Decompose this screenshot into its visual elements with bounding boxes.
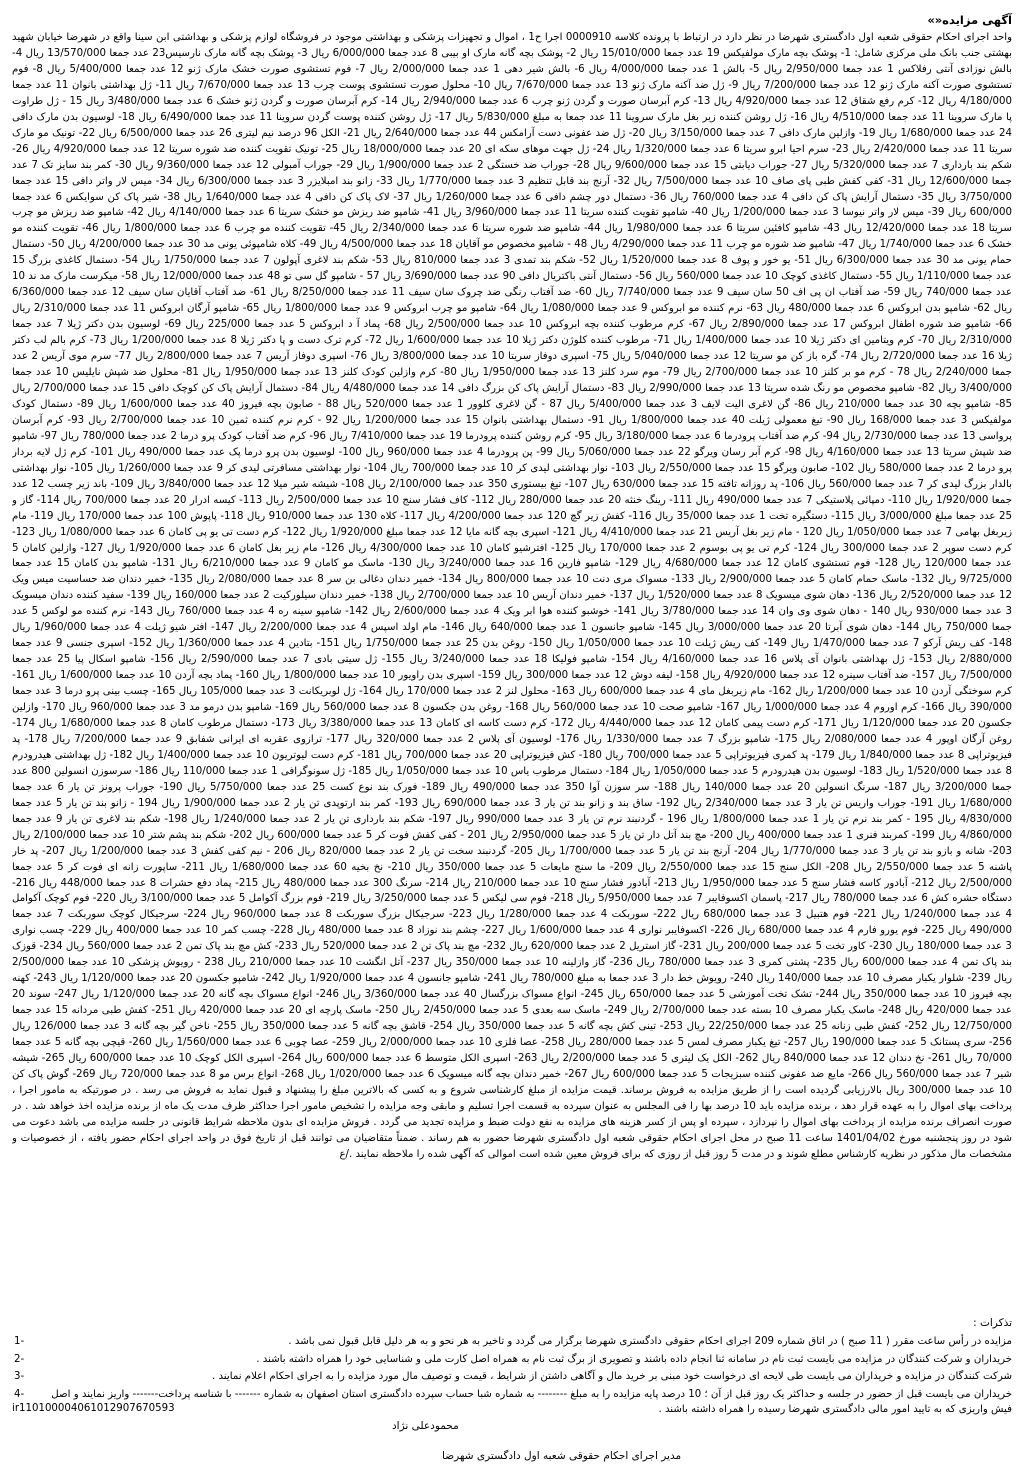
signature-name: محمودعلی نژاد (392, 1419, 459, 1432)
note-item (12, 1369, 1012, 1385)
note-number: 3- (14, 1371, 25, 1382)
note-text: خریداران می بایست قبل از حضور در جلسه و حداکثر یک روز قبل از آن ؛ 10 درصد پایه مزایده را به مبلغ -------- به شماره شبا حساب سپرده دادگستری استان اصفهان به شماره ------- با شناسه پرداخت------- واریز نمایند و اصل فیش واریزی که به تایید امور مالی دادگستری شهرضا رسیده را همراه داشته باشند . (51, 1388, 1012, 1415)
note-number: 2- (14, 1353, 25, 1365)
note-text: شرکت کنندگان در مزایده و خریداران می بایست طی لایحه ای درخواست خود مبنی بر خرید مال و آگاهی داشتن از شرایط ، قیمت و توصیف مال مورد مزایده را به اجرای احکام اعلام نمایند . (211, 1371, 1012, 1382)
note-number: 4- (14, 1388, 25, 1400)
notice-body: واحد اجرای احکام حقوقی شعبه اول دادگستری شهرضا در نظر دارد در ارتباط با پرونده کلاسه 0000910 اجرا ح1 ، اموال و تجهیزات پزشکی و بهداشتی موجود در فروشگاه لوازم پزشکی و بهداشتی ابن سینا واقع در شهرضا خیابان شهید بهشتی جنب بانک ملی مرکزی شامل: 1- پوشک بچه مارک مولفیکس 19 عدد جمعا 15/010/000 ریال 2- پوشک بچه گانه مارک او بیبی 8 عدد جمعا 6/000/000 ریال 3- پوشک بچه گانه مارک نارسیس23 عدد جمعا 13/570/000 ریال 4- بالش نوزادی آنتی رفلاکس 1 عدد جمعا 2/950/000 ریال 5- بالش 1 عدد جمعا 4/000/000 ریال 6- بالش شیر دهی 1 عدد جمعا 2/000/000 ریال 7- فوم تستشوی صورت خشک مارک ژنو 12 عدد جمعا 5/400/000 ریال 8- فوم تستشوی صورت آکنه مارک ژنو 12 عدد جمعا 7/200/000 ریال 9- ژل ضد آکنه مارک ژنو 13 عدد جمعا 7/670/000 ریال 10- محلول صورت تستشوی پوست چرب 13 عدد جمعا 7/670/000 ریال 11- ژل بهداشتی بانوان 11 عدد جمعا 4/180/000 ریال 12- کرم رفع شقاق 12 عدد جمعا 4/920/000 ریال 13- کرم آبرسان صورت و گردن ژنو چرب 6 عدد جمعا 2/940/000 ریال 14- کرم آبرسان صورت و گردن ژنو خشک 6 عدد جمعا 3/480/000 ریال 15 - ژل طراوت پا مارک سروینا 11 عدد جمعا 4/510/000 ریال 16- ژل روشن کننده زیر بغل مارک سروینا 11 عدد جمعا به مبلغ 5/830/000 ریال 17- ژل روشن کننده پوست گردن سروینا 11 عدد جمعا 6/490/000 ریال 18- لوسیون بدن مارک دافی 24 عدد جمعا 1/680/000 ریال 19- وازلین مارک دافی 7 عدد جمعا 3/150/000 ریال 20- ژل ضد عفونی دست آرامکس 44 عدد جمعا 2/640/000 ریال 21- الکل 96 درصد نیم لیتری 26 عدد جمعا 6/500/000 ریال 22- تونیک مو مارک سریتا 11 عدد جمعا 2/420/000 ریال 23- سرم احیا ابرو سریتا 6 عدد جمعا 1/320/000 ریال 24- ژل جهت موهای سکه ای 20 عدد جمعا 18/000/000 ریال 25- تونیک تقویت کننده ضد شوره سریتا 12 عدد جمعا 4/920/000 ریال 26- شکم بند بارداری 7 عدد جمعا 5/320/000 ریال 27- جوراب دیابتی 15 عدد جمعا 9/600/000 ریال 28- جوراب ضد خستگی 2 عدد جمعا 1/900/000 ریال 29- جوراب آمبولی 12 عدد جمعا 9/360/000 ریال 30- کمر بند سایز تک 7 عدد جمعا 12/600/000 ریال 31- کفی کفش طبی پای صاف 10 عدد جمعا 7/500/000 ریال 32- آرنج بند قابل تنظیم 3 عدد جمعا 1/770/000 ریال 33- زانو بند امبلایزر 3 عدد جمعا 6/300/000 ریال 34- میس لار واتر دافی 15 عدد جمعا 3/750/000 ریال 35- دستمال آرایش پاک کن دافی 4 عدد جمعا 760/000 ریال 36- دستمال دور چشم دافی 6 عدد جمعا 1/260/000 ریال 37- لاک پاک کن دافی 4 عدد جمعا 1/640/000 ریال 38- شیر پاک کن سوایکس 6 عدد جمعا 600/000 ریال 39- میس لار واتر نیوسا 3 عدد جمعا 1/200/000 ریال 40- شامپو تقویت کننده سریتا 11 عدد جمعا 3/960/000 ریال 41- شامپو ضد ریزش مو خشک سریتا 6 عدد جمعا 4/140/000 ریال 42- شامپو ضد ریزش مو چرب سریتا 18 عدد جمعا 12/420/000 ریال 43- شامپو کافئین سریتا 6 عدد جمعا 1/980/000 ریال 44- شامپو ضد شوره سریتا 6 عدد جمعا 2/340/000 ریال 45- تقویت کننده مو چرب 6 عدد جمعا 1/800/000 ریال 46- تقویت کننده مو خشک 6 عدد جمعا 1/740/000 ریال 47- شامپو ضد شوره مو چرب 11 عدد جمعا 4/290/000 ریال 48 - شامپو مخصوص مو آقایان 18 عدد جمعا 4/500/000 ریال 49- کلاه شامپوئی یونی مد 30 عدد جمعا 4/200/000 ریال 50- دستمال حمام یونی مد 30 عدد جمعا 6/300/000 ریال 51- یو خور و پوف 8 عدد جمعا 1/520/000 ریال 52- شکم بند تمدی 3 عدد جمعا 810/000 ریال 53- شکم بند لاغری آپولون 7 عدد جمعا 1/750/000 ریال 54- دستمال کاغذی بزرگ 15 عدد جمعا 1/110/000 ریال 55- دستمال کاغذی کوچک 10 عدد جمعا 560/000 ریال 56- دستمال آنتی باکتریال دافی 90 عدد جمعا 3/690/000 ریال 57 - شامپو گل سی تو 48 عدد جمعا 12/000/000 ریال 58- میکرست مارک مد ند 10 عدد جمعا 740/000 ریال 59- ضد آفتاب ان پی اف 50 سان سیف 9 عدد جمعا 7/740/000 ریال 60- ضد آفتاب رنگی ضد چروک سان سیف 11 عدد جمعا 8/250/000 ریال 61- ضد آفتاب آقایان سان سیف 12 عدد جمعا 6/360/000 ریال 62- شامپو بدن ابروکس 6 عدد جمعا 480/000 ریال 63- نرم کننده مو ابروکس 9 عدد جمعا 1/080/000 ریال 64- شامپو مو چرب ابروکس 9 عدد جمعا 1/800/000 ریال 65- شامپو آرگان ابروکس 11 عدد جمعا 2/310/000 ریال 66- شامپو ضد شوره اطفال ابروکس 17 عدد جمعا 2/890/000 ریال 67- کرم مرطوب کننده بچه ابروکس 10 عدد جمعا 2/500/000 ریال 68- پماد آ د ابروکس 5 عدد جمعا 225/000 ریال 69- لوسیون بدن دکتر ژیلا 7 عدد جمعا 2/310/000 ریال 70- کرم ویتامین ای دکتر ژیلا 10 عدد جمعا 1/400/000 ریال 71- مرطوب کننده کلوژن دکتر ژیلا 10 عدد جمعا 1/600/000 ریال 72- کرم ترک دست و پا دکتر ژیلا 8 عدد جمعا 1/200/000 ریال 73- کرم بالم لب دکتر ژیلا 16 عدد جمعا 2/720/000 ریال 74- گره باز کن مو سریتا 12 عدد جمعا 5/040/000 ریال 75- اسپری دوفاز سریتا 10 عدد جمعا 3/800/000 ریال 76- اسپری دوفاز آریس 7 عدد جمعا 2/800/000 ریال 77- سرم موی آریس 2 عدد جمعا 2/240/000 ریال 78 - کرم مو بر کلنز 10 عدد جمعا 2/700/000 ریال 79- موم سرد کلنز 13 عدد جمعا 1/950/000 ریال 80- کرم وازلین کودک کلنز 13 عدد جمعا 1/950/000 ریال 81- محلول ضد شپش نایلیس 10 عدد جمعا 3/400/000 ریال 82- شامپو مخصوص مو رنگ شده سریتا 13 عدد جمعا 2/990/000 ریال 83- دستمال آرایش پاک کن بزرگ دافی 14 عدد جمعا 4/480/000 ریال 84- دستمال آرایش پاک کن کوچک دافی 15 عدد جمعا 2/700/000 ریال 85- شامپو بچه 30 عدد جمعا 210/000 ریال 86- گن لاغری الیت لایف 3 عدد جمعا 5/400/000 ریال 87 - گن لاغری کلوور 1 عدد جمعا 520/000 ریال 88 - صابون بچه فیروز 40 عدد جمعا 1/600/000 ریال 89- دستمال کودک مولفیکس 3 عدد جمعا 168/000 ریال 90- تیغ معمولی ژیلت 40 عدد جمعا 1/800/000 ریال 91- دستمال بهداشتی بانوان 15 عدد جمعا 1/200/000 ریال 92 - کرم نرم کننده ثمین 10 عدد جمعا 2/700/000 ریال 93- کرم آبرسان پرواسی 13 عدد جمعا 2/730/000 ریال 94- کرم ضد آفتاب پرودرما 6 عدد جمعا 3/180/000 ریال 95- کرم روشن کننده پرودرما 19 عدد جمعا 7/410/000 ریال 96- کرم ضد آفتاب کودک پرو درما 2 عدد جمعا 780/000 ریال 97- شامپو ضد شپش سریتا 13 عدد جمعا 4/160/000 ریال 98- کرم آبر رسان ویرگو 22 عدد جمعا 5/060/000 ریال 99- پن پرودرما 4 عدد جمعا 960/000 ریال 100- لوسیون بدن پرو درما پک عدد جمعا 490/000 ریال 101- کرم ژل لایه بردار پرو درما 2 عدد جمعا 580/000 ریال 102- صابون ویرگو 15 عدد جمعا 2/550/000 ریال 103- نوار بهداشتی لیدی کر 10 عدد جمعا 700/000 ریال 104- نوار بهداشتی مسافرتی لیدی کر 9 عدد جمعا 1/260/000 ریال 105- نوار بهداشتی بالدار بزرگ لیدی کر 7 عدد جمعا 560/000 ریال 106- پد روزانه تافته 15 عدد جمعا 630/000 ریال 107- تیغ بیستوری 350 عدد جمعا 2/100/000 ریال 108- شیشه شیر میلا 12 عدد جمعا 3/840/000 ریال 109- باند زیر چسب 12 عدد جمعا 1/920/000 ریال 110- دمپائی پلاستیکی 7 عدد جمعا 490/000 ریال 111- رینگ خنثه 20 عدد جمعا 280/000 ریال 112- کاف فشار سنج 10 عدد جمعا 2/500/000 ریال 113- کیسه ادرار 20 عدد جمعا 700/000 ریال 114- گاز و 25 عدد جمعا مبلغ 3/000/000 ریال 115- دستگیره تخت 1 عدد جمعا 35/000 ریال 116- کفش زیر گچ 120 عدد جمعا 4/200/000 ریال 117- کلاه 130 عدد جمعا 910/000 ریال 118- پاپوش 100 عدد جمعا 170/000 ریال 119- مام زیربغل بهامی 7 عدد جمعا 1/050/000 ریال 120 - مام زیر بغل آریس 21 عدد جمعا 4/410/000 ریال 121- اسپری بچه گانه مایا 12 عدد جمعا مبلغ 1/920/000 ریال 122- کرم دست تی یو پی کامان 6 عدد جمعا 1/080/000 ریال 123- کرم دست سوپر 2 عدد جمعا 300/000 ریال 124- کرم تی یو پی بوسوم 2 عدد جمعا 170/000 ریال 125- افترشیو کامان 10 عدد جمعا 4/300/000 ریال 126- مام زیر بغل کامان 6 عدد جمعا 1/920/000 ریال 127- وازلین کامان 5 عدد جمعا 120/000 ریال 128- فوم تستشوی کامان 12 عدد جمعا 4/680/000 ریال 129- شامپو فارین 16 عدد جمعا 3/240/000 ریال 130- ماسک مو کامان 9 عدد جمعا 6/210/000 ریال 131- شامپو بدن کامان 15 عدد جمعا 9/725/000 ریال 132- ماسک حمام کامان 5 عدد جمعا 2/900/000 ریال 133- مسواک مری دنت 10 عدد جمعا 800/000 ریال 134- خمیر دندان دغالی بن سر 8 عدد جمعا 2/080/000 ریال 135- خمیر دندان ضد حساسیت میس ویک 12 عدد جمعا 2/520/000 ریال 136- دهان شوی میسویک 8 عدد جمعا 1/520/000 ریال 137- خمیر دندان آریس 10 عدد جمعا 2/700/000 ریال 138- خمیر دندان سیلورکیت 2 عدد جمعا 160/000 ریال 139- سفید کننده دندان میسویک 3 عدد جمعا 930/000 ریال 140 - دهان شوی وی وان 14 عدد جمعا 3/780/000 ریال 141- خوشبو کننده هوا ابر ویک 4 عدد جمعا 2/600/000 ریال 142- شامپو سینه ره 4 عدد جمعا 760/000 ریال 143- نرم کننده مو لوکس 5 عدد جمعا 750/000 ریال 144- دهان شوی آبرتا 20 عدد جمعا 3/000/000 ریال 145- شامپو جانسون 1 عدد جمعا 640/000 ریال 146- مام اولد اسپس 4 عدد جمعا 2/200/000 ریال 147- افتر شیو ژیلت 4 عدد جمعا 1/960/000 ریال 148- کف ریش آرکو 7 عدد جمعا 1/470/000 ریال 149- کف ریش ژیلت 10 عدد جمعا 1/050/000 ریال 150- روغن بدن 25 عدد جمعا 1/750/000 ریال 151- بتادین 4 عدد جمعا 1/360/000 ریال 152- اسپری جنسی 9 عدد جمعا 2/880/000 ریال 153- ژل بهداشتی بانوان آی پلاس 16 عدد جمعا 4/160/000 ریال 154- شامپو فولیکا 18 عدد جمعا 3/240/000 ریال 155- ژل سیتی بادی 7 عدد جمعا 2/590/000 ریال 156- شامپو اسکال پیا 25 عدد جمعا 7/500/000 ریال 157- ضد آفتاب سینره 12 عدد جمعا 4/920/000 ریال 158- لیفه دوش 12 عدد جمعا 300/000 ریال 159- اسپری بدن راویور 10 عدد جمعا 1/800/000 ریال 160- پماد بچه آردن 10 عدد جمعا 1/600/000 ریال 161- کرم سوختگی آردن 10 عدد جمعا 1/200/000 ریال 162- مام زیربغل مای 4 عدد جمعا 600/000 ریال 163- محلول لنز 2 عدد جمعا 170/000 ریال 164- ژل لوبریکانت 3 عدد جمعا 105/000 ریال 165- چسب بینی پرو درما 3 عدد جمعا 390/000 ریال 166- کرم اوروم 4 عدد جمعا 1/000/000 ریال 167- شامپو صحت 10 عدد جمعا 560/000 ریال 168- روغن بدن جکسون 8 عدد جمعا 560/000 ریال 169- شامپو بدن درمو مد 3 عدد جمعا 960/000 ریال 170- وازلین جکسون 20 عدد جمعا 1/120/000 ریال 171- کرم دست پیمی کامان 12 عدد جمعا 4/440/000 ریال 172- کرم دست کاسه ای کامان 13 عدد جمعا 3/380/000 ریال 173- دستمال مرطوب کامان 8 عدد جمعا 1/680/000 ریال 174- روغن آرگان اوپور 4 عدد جمعا 2/080/000 ریال 175- شامپو بزرگ 7 عدد جمعا 1/330/000 ریال 176- لوسیون آی پلاس 2 عدد جمعا 320/000 ریال 177- ترازوی عقربه ای ایرانی شفابق 9 عدد جمعا 7/200/000 ریال 178- پد فیزیوتراپی 8 عدد جمعا 1/840/000 ریال 179- پد کمری فیزیوتراپی 5 عدد جمعا 700/000 ریال 180- کش فیزیوتراپی 20 عدد جمعا 700/000 ریال 181- کرم دست لیوتریون 10 عدد جمعا 1/400/000 ریال 182- ژل بهداشتی هیدرودرم 8 عدد جمعا 1/520/000 ریال 183- لوسیون بدن هیدرودرم 5 عدد جمعا 1/050/000 ریال 184- دستمال مرطوب یاس 10 عدد جمعا 1/050/000 ریال 185- ژل سونوگرافی 1 عدد جمعا 110/000 ریال 186- سرسوزن انسولین 800 عدد جمعا 3/200/000 ریال 187- سرنگ انسولین 20 عدد جمعا 140/000 ریال 188- سر سوزن آوا 350 عدد جمعا 490/000 ریال 189- فورک بند نوع کست 25 عدد جمعا 5/750/000 ریال 190- جوراب پرونز تن یار 6 عدد جمعا 1/680/000 ریال 191- جوراب واریس تن یار 3 عدد جمعا 2/340/000 ریال 192- ساق بند و زانو بند تن یار 3 عدد جمعا 690/000 ریال 193- کمر بند ارتوپدی تن یار 2 عدد جمعا 1/900/000 ریال 194 - زانو بند تن یار 5 عدد جمعا 4/830/000 ریال 195 - کمر بند نرم تن یار 1 عدد جمعا 1/800/000 ریال 196 - گردنبند نرم تن یار 3 عدد جمعا 990/000 ریال 197- شکم بند بارداری تن یار 2 عدد جمعا 1/240/000 ریال 198- شکم بند لاغری تن یار 9 عدد جمعا 4/860/000 ریال 199- کمربند فنری 1 عدد جمعا 400/000 ریال 200- مچ بند آتل دار تن یار 5 عدد جمعا 2/950/000 ریال 201 - کفی کفش فوت کر 5 عدد جمعا 600/000 ریال 202- شکم بند پشم شتر 10 عدد جمعا 2/100/000 ریال 203- شانه و بازو بند تن یار 3 عدد جمعا 1/770/000 ریال 204- آرنج بند تن یار 5 عدد جمعا 1/700/000 ریال 205- گردنبند سخت تن یار 2 عدد جمعا 820/000 ریال 206 - نیم کفی کفش 3 عدد جمعا 1/200/000 ریال 207- پد خار پاشنه 5 عدد جمعا 2/550/000 ریال 208- الکل سنج 15 عدد جمعا 2/550/000 ریال 209- ما سنج مایعات 5 عدد جمعا 350/000 ریال 210- نخ بخیه 60 عدد جمعا 1/680/000 ریال 211- ساپورت زانه ای فوت کر 5 عدد جمعا 2/500/000 ریال 212- آبادور کاسه فشار سنج 5 عدد جمعا 1/950/000 ریال 213- آبادور فشار سنج 10 عدد جمعا 210/000 ریال 214- سرنگ 300 عدد جمعا 480/000 ریال 215- پماد دفع حشرات 8 عدد جمعا 448/000 ریال 216- دستگاه حشره کش 6 عدد جمعا 780/000 ریال 217- پاسمان اکسوفایبر 7 عدد جمعا 5/950/000 ریال 218- فوم سی لیکس 5 عدد جمعا 3/250/000 ریال 219- فوم بزرگ آکوامل 5 عدد جمعا 3/100/000 ریال 220- فوم کوچک آکوامل 4 عدد جمعا 1/240/000 ریال 221- فوم هتبیل 3 عدد جمعا 680/000 ریال 222- سوربکت 4 عدد جمعا 1/280/000 ریال 223- سرجیکال بزرگ سوربکت 8 عدد جمعا 960/000 ریال 224- سرجیکال کوچک سوربکت 7 عدد جمعا 490/000 ریال 225- فوم یورو فارم 4 عدد جمعا 680/000 ریال 226- اکسوفایبر نواری 4 عدد جمعا 1/600/000 ریال 227- چشم بند نوزاد 8 عدد جمعا 480/000 ریال 228- چسب کمر 10 عدد جمعا 400/000 ریال 229- چسب نواری 3 عدد جمعا 180/000 ریال 230- کاور تخت 5 عدد جمعا 200/000 ریال 231- گاز استریل 2 عدد جمعا 620/000 ریال 232- مچ بند پاک تن 2 عدد جمعا 520/000 ریال 233- کش مچ بند پاک تمن 2 عدد جمعا 560/000 ریال 234- قوزک بند پاک تمن 4 عدد جمعا 600/000 ریال 235- پشتی کمری 3 عدد جمعا 780/000 ریال 236- گاز وازلینه 10 عدد جمعا 350/000 ریال 237- آتل انگشت 10 عدد جمعا 210/000 ریال 238 - رویوش پزشکی 10 عدد جمعا 2/500/000 ریال 239- شلوار یکبار مصرف 10 عدد جمعا 140/000 ریال 240- رویوش خط دار 3 عدد جمعا به مبلغ 780/000 ریال 241- شامپو جانسون 4 عدد جمعا 1/920/000 ریال 242- شامپو جکسون 20 عدد جمعا 1/120/000 ریال 243- کهنه بچه فیروز 10 عدد جمعا 350/000 ریال 244- تشک تخت آموزشی 5 عدد جمعا 650/000 ریال 245- انواع مسواک بزرگسال 40 عدد جمعا 3/360/000 ریال 246- انواع مسواک بچه گانه 20 عدد جمعا 1/120/000 ریال 247- سوند 20 عدد جمعا 420/000 ریال 248- ماسک یکبار مصرف 10 بسته عدد جمعا 2/700/000 ریال 249- ماسک سه بعدی 5 عدد جمعا 2/450/000 ریال 250- ماسک پارچه ای 20 عدد جمعا 420/000 ریال 251- کفش طبی مردانه 15 عدد جمعا 12/750/000 ریال 252- کفش طبی زنانه 25 عدد جمعا 22/250/000 ریال 253- تینی کش بچه گانه 5 عدد جمعا 350/000 ریال 254- قاشق بچه گانه 5 عدد جمعا 350/000 ریال 255- ناخن گیر بچه گانه 3 عدد جمعا 126/000 ریال 256- سری پستانک 5 عدد جمعا 190/000 ریال 257- تیغ یکبار مصرف لمس 5 عدد جمعا 280/000 ریال 258- عصا فلزی 10 عدد جمعا 2/000/000 ریال 259- عصا چوبی 6 عدد جمعا 1/560/000 ریال 260- قیچی بچه گانه 5 عدد جمعا 70/000 ریال 261- نخ دندان 12 عدد جمعا 840/000 ریال 262- الکل یک لیتری 5 عدد جمعا 2/200/000 ریال 263- اسپری الکل متوسط 6 عدد جمعا 600/000 ریال 264- اسپری الکل کوچک 10 عدد جمعا 600/000 ریال 265- شیشه شیر 7 عدد جمعا 560/000 ریال 266- مایع ضد عفونی کننده سبزیجات 5 عدد جمعا 600/000 ریال 267- خمیر دندان بچه گانه میسویک 6 عدد جمعا 1/020/000 ریال 268- انواع برس مو 8 عدد جمعا 720/000 ریال 269- گوش پاک کن 10 عدد جمعا 300/000 ریال بالارزیابی گردیده است را از طریق مزایده به فروش برساند. قیمت مزایده از مبلغ کارشناسی شروع و به کسی که بالاترین مبلغ را پیشنهاد و قبول نماید به فروش می رسد . در صورتیکه به مامور اجرا ، پرداخت بهای اموال را به عهده قرار دهد ، برنده مزایده باید 10 درصد بها را فی المجلس به عنوان سپرده به قسمت اجرا تسلیم و مابقی وجه مزایده را تشخیص مامور اجرا حداکثر ظرف مدت یک ماه از برنده مزایده اخذ خواهد شد . در صورت انصراف برنده مزایده از پرداخت بهای اموال را نپردازد ، سپرده او پس از کسر هزینه های مزایده به نفع دولت ضبط و مزایده تجدید می گردد . فروش مزایده ای بدون ملاحظه شرایط قانونی در جلسه مزایده می باشد دعوت می شود در روز پنجشنبه مورخ 1401/04/02 ساعت 11 صبح در محل اجرای احکام حقوقی شعبه اول دادگستری شهرضا حضور به هم رساند . ضمناً متقاضیان می توانند قبل از تاریخ فوق در واحد اجرای احکام حضور یافته ، از خصوصیات و مشخصات مال مذکور در نظریه کارشناس مطلع شوند و در مدت 5 روز قبل از روزی که برای فروش معین شده است اموالی که آگهی شده را ملاحظه نمایند ./ع (12, 32, 1012, 1160)
note-text: خریداران و شرکت کنندگان در مزایده می بایست ثبت نام در سامانه ثنا انجام داده باشند و تصویری از برگ ثبت نام به همراه اصل کارت ملی و شناسایی خود را همراه داشته باشند . (256, 1353, 1012, 1365)
note-item (12, 1352, 1012, 1368)
note-text: مزایده در رأس ساعت مقرر ( 11 صبح ) در اتاق شماره 209 اجرای احکام حقوقی دادگستری شهرضا برگزار می گردد و تاخیر به هر نحو و به هر دلیل قابل قبول نمی باشد . (288, 1336, 1012, 1347)
auction-notice (12, 10, 1012, 1462)
signature-block (12, 1418, 1012, 1464)
signature-title: مدیر اجرای احکام حقوقی شعبه اول دادگستری شهرضا (442, 1449, 682, 1462)
account-number: ir110100004061012907670593 (12, 1402, 175, 1414)
notes-title: تذکرات : (973, 1317, 1012, 1329)
note-number: 1- (14, 1336, 25, 1347)
notice-title: آگهی مزایده«» (927, 13, 1012, 27)
note-item (12, 1334, 1012, 1350)
